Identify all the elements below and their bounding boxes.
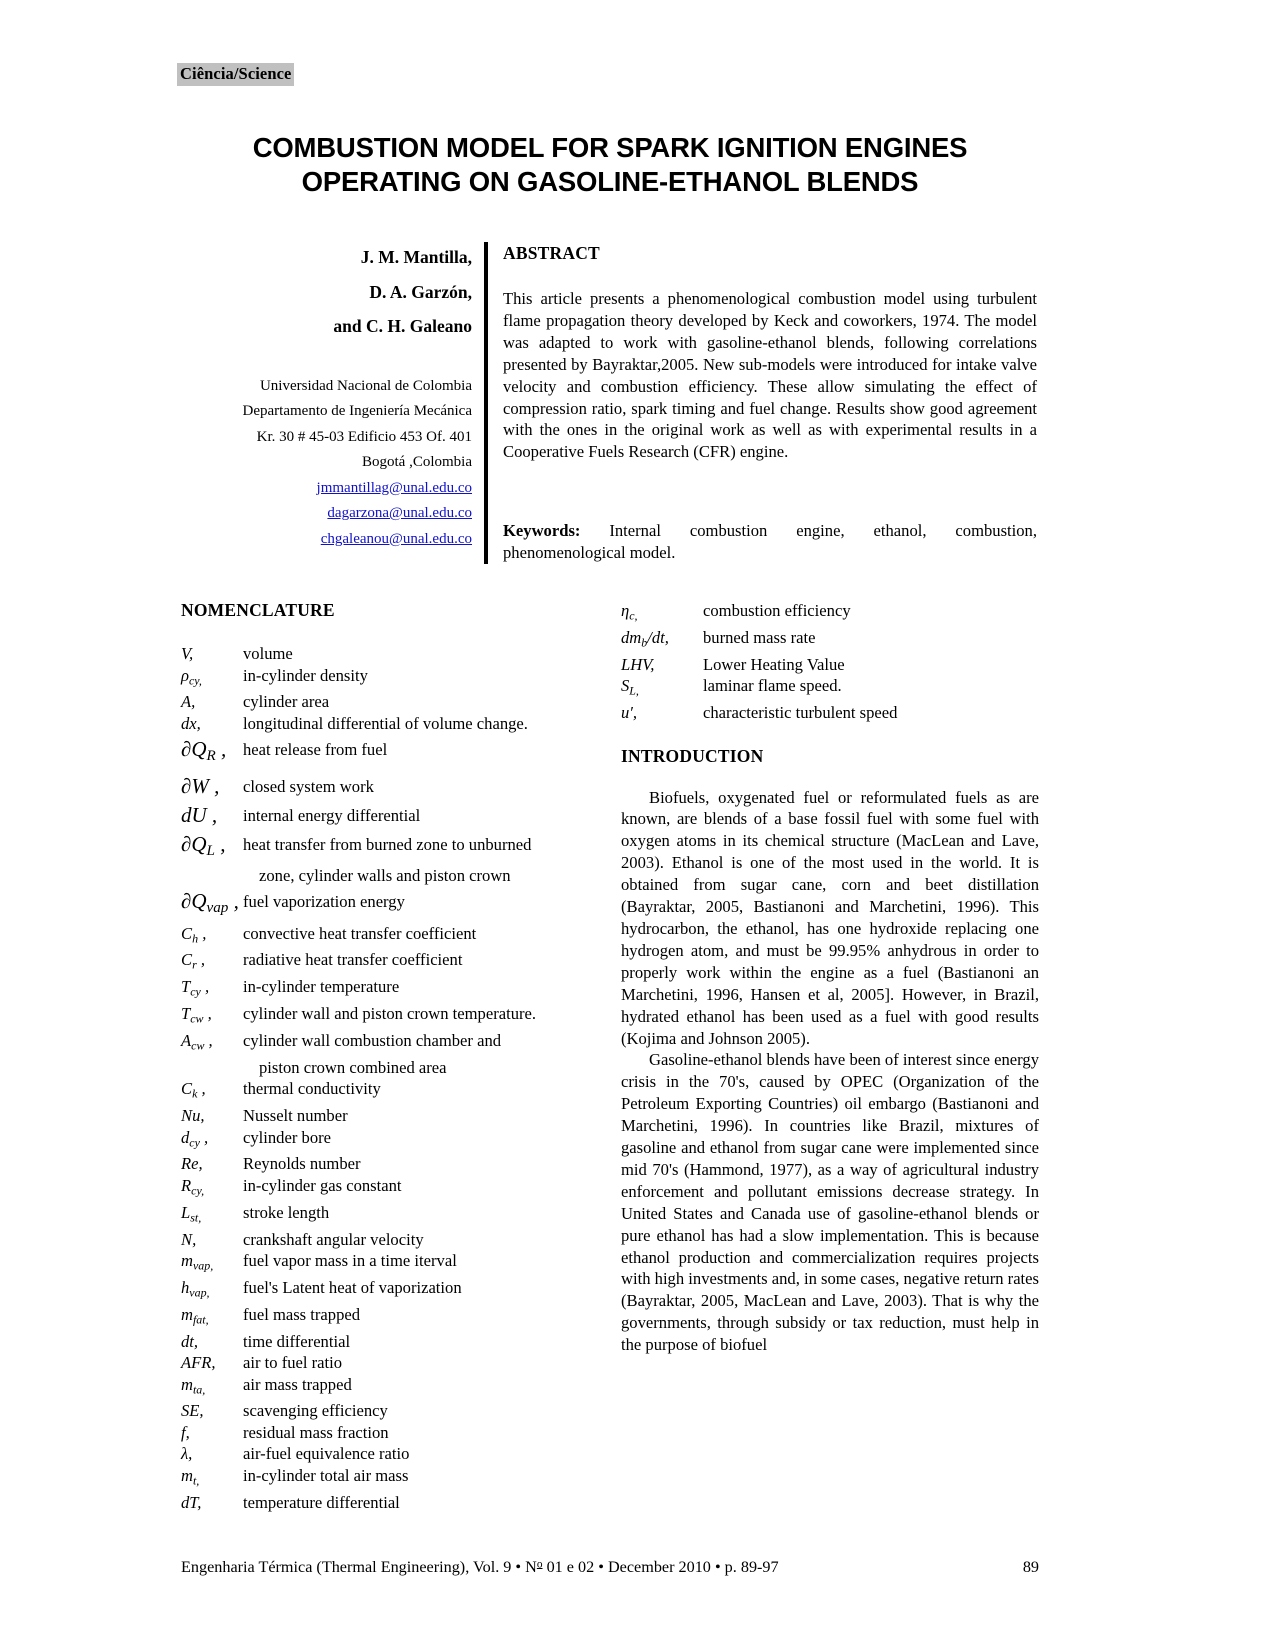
nomenclature-row [181, 1250, 593, 1277]
nomenclature-row [181, 1202, 593, 1229]
nomenclature-row [181, 1304, 593, 1331]
nomenclature-symbol: N, [181, 1229, 197, 1249]
nomenclature-row [181, 949, 593, 976]
affiliation-block [200, 374, 472, 553]
keywords-text: Internal combustion engine, ethanol, combustion, phenomenological model. [503, 521, 1037, 562]
nomenclature-definition: stroke length [243, 1202, 330, 1222]
nomenclature-symbol-subscript: h [192, 930, 199, 945]
nomenclature-definition: air mass trapped [243, 1374, 352, 1394]
nomenclature-symbol: $T_{cw}$ , [181, 1004, 212, 1026]
journal-ordinal-indicator: o [536, 1558, 543, 1571]
nomenclature-definition: heat transfer from burned zone to unburned [243, 834, 532, 854]
nomenclature-symbol: $m_{t,}$ [181, 1465, 200, 1488]
nomenclature-row [181, 713, 593, 735]
nomenclature-definition: cylinder wall combustion chamber and [243, 1030, 502, 1050]
introduction-paragraph: Gasoline-ethanol blends have been of interest since energy crisis in the 70's, caused by OPEC (Organization of the Petroleum Exporting Countries) oil embargo (Bastianoni and Marchetini, 1996). In countries like Brazil, mixtures of gasoline and ethanol from sugar cane were implemented since mid 70's (Hammond, 1977), as a way of agricultural industry enforcement and pollutant emissions decrease strategy. In United States and Canada use of gasoline-ethanol blends or pure ethanol has had a slow implementation. This is because ethanol production and commercialization requires projects with high investments and, in some cases, negative return rates (Bayraktar, 2005, MacLean and Lave, 2003). That is why the governments, through subsidy or tax reduction, must help in the purpose of biofuel [621, 1050, 1039, 1355]
nomenclature-row [181, 1153, 593, 1175]
nomenclature-symbol: V, [181, 644, 194, 663]
nomenclature-row [181, 802, 593, 829]
nomenclature-definition: radiative heat transfer coefficient [243, 950, 463, 970]
nomenclature-definition: in-cylinder total air mass [243, 1465, 409, 1485]
nomenclature-definition: in-cylinder density [243, 665, 368, 685]
nomenclature-definition: internal energy differential [243, 805, 421, 825]
page-footer [181, 1558, 1039, 1577]
nomenclature-row [621, 702, 1039, 724]
nomenclature-definition: Nusselt number [243, 1106, 348, 1126]
title-line-1: COMBUSTION MODEL FOR SPARK IGNITION ENGINES [252, 132, 968, 163]
nomenclature-symbol: LHV, [621, 654, 655, 674]
nomenclature-row [181, 691, 593, 713]
page-title [180, 131, 1040, 199]
nomenclature-definition-continuation: zone, cylinder walls and piston crown [259, 865, 511, 885]
nomenclature-symbol: $T_{cy}$ , [181, 977, 210, 999]
nomenclature-definition: characteristic turbulent speed [703, 703, 898, 723]
nomenclature-definition: air-fuel equivalence ratio [243, 1444, 410, 1464]
nomenclature-symbol-subscript: cy [190, 984, 201, 999]
nomenclature-symbol: $m_{vap,}$ [181, 1251, 214, 1273]
nomenclature-row [181, 736, 593, 770]
nomenclature-definition: volume [243, 644, 293, 663]
nomenclature-symbol-subscript: st, [190, 1210, 202, 1225]
left-column [181, 600, 593, 1513]
nomenclature-definition: fuel's Latent heat of vaporization [243, 1277, 462, 1297]
nomenclature-symbol: $R_{cy,}$ [181, 1175, 205, 1198]
nomenclature-symbol: $\partial Q_R$ , [181, 737, 227, 765]
nomenclature-definition: residual mass fraction [243, 1422, 389, 1442]
nomenclature-row [181, 888, 593, 922]
abstract-section [503, 243, 1037, 463]
introduction-heading: INTRODUCTION [621, 745, 764, 766]
nomenclature-symbol: dt, [181, 1331, 199, 1351]
keywords-block [503, 520, 1037, 564]
affiliation-line: Departamento de Ingeniería Mecánica [242, 403, 472, 419]
nomenclature-symbol: Nu, [181, 1106, 205, 1126]
nomenclature-symbol: dU , [181, 802, 218, 827]
page-number: 89 [1022, 1558, 1039, 1576]
nomenclature-symbol-subscript: cw [190, 1011, 204, 1026]
nomenclature-definition: cylinder bore [243, 1127, 332, 1147]
nomenclature-symbol: $S_{L,}$ [621, 676, 639, 698]
nomenclature-definition: fuel mass trapped [243, 1304, 361, 1324]
nomenclature-symbol-subscript: cy, [191, 1183, 205, 1198]
nomenclature-symbol: u′, [621, 703, 638, 723]
nomenclature-symbol: $C_r$ , [181, 950, 206, 972]
nomenclature-row [181, 1229, 593, 1251]
nomenclature-symbol: Re, [181, 1154, 203, 1174]
nomenclature-row [181, 1352, 593, 1374]
nomenclature-row [181, 1030, 593, 1057]
affiliation-line: Bogotá ,Colombia [362, 454, 472, 470]
nomenclature-symbol: SE, [181, 1401, 204, 1421]
nomenclature-symbol: $\partial Q_L$ , [181, 831, 226, 859]
nomenclature-row [181, 1331, 593, 1353]
affiliation-line: Universidad Nacional de Colombia [259, 377, 472, 394]
nomenclature-symbol: dx, [181, 713, 201, 733]
nomenclature-symbol-subscript: r [192, 957, 197, 972]
nomenclature-definition: in-cylinder gas constant [243, 1175, 402, 1195]
nomenclature-symbol-subscript: b [641, 635, 648, 650]
nomenclature-symbol-subscript: L, [629, 683, 639, 698]
nomenclature-symbol-subscript: cw [191, 1038, 205, 1053]
nomenclature-symbol-subscript: ta, [192, 1381, 206, 1396]
nomenclature-symbol-subscript: t, [192, 1473, 200, 1488]
nomenclature-row [181, 1175, 593, 1202]
nomenclature-symbol: A, [181, 692, 196, 712]
nomenclature-row [621, 675, 1039, 702]
nomenclature-symbol: $A_{cw}$ , [181, 1030, 213, 1053]
affiliation-line: Kr. 30 # 45-03 Edificio 453 Of. 401 [256, 428, 472, 445]
nomenclature-row [181, 643, 593, 665]
nomenclature-symbol-subscript: R [206, 748, 216, 765]
nomenclature-row [181, 1443, 593, 1465]
nomenclature-row [181, 773, 593, 800]
nomenclature-symbol: λ, [181, 1444, 193, 1464]
nomenclature-symbol-subscript: c, [629, 608, 638, 623]
nomenclature-symbol: $m_{fat,}$ [181, 1304, 209, 1327]
nomenclature-definition: laminar flame speed. [703, 676, 842, 696]
nomenclature-row [181, 1127, 593, 1154]
nomenclature-row [181, 1277, 593, 1304]
nomenclature-row [181, 1400, 593, 1422]
keywords-label: Keywords: [503, 521, 581, 540]
running-head: Ciência/Science [177, 63, 294, 86]
nomenclature-row [181, 976, 593, 1003]
nomenclature-definition: scavenging efficiency [243, 1401, 388, 1421]
nomenclature-definition: closed system work [243, 776, 374, 796]
nomenclature-symbol: ∂W , [181, 773, 220, 798]
nomenclature-definition: Reynolds number [243, 1154, 361, 1174]
abstract-body: This article presents a phenomenological combustion model using turbulent flame propagation theory developed by Keck and coworkers, 1974. The model was adapted to work with gasoline-ethanol blends, following correlations presented by Bayraktar,2005. New sub-models were introduced for intake valve velocity and combustion efficiency. These allow simulating the effect of compression ratio, spark timing and fuel change. Results show good agreement with the ones in the original work as well as with experimental results in a Cooperative Fuels Research (CFR) engine. [503, 289, 1037, 462]
nomenclature-row [181, 1078, 593, 1105]
nomenclature-definition: longitudinal differential of volume change. [243, 713, 528, 733]
nomenclature-row [181, 1422, 593, 1444]
nomenclature-symbol: $h_{vap,}$ [181, 1277, 210, 1300]
title-line-2: OPERATING ON GASOLINE-ETHANOL BLENDS [301, 166, 919, 197]
nomenclature-definition: cylinder wall and piston crown temperature. [243, 1004, 537, 1024]
nomenclature-symbol-subscript: vap, [192, 1258, 214, 1273]
nomenclature-symbol-subscript: vap, [189, 1285, 210, 1300]
nomenclature-symbol: $\partial Q_{vap}$ , [181, 889, 239, 917]
author-email-link[interactable]: jmmantillag@unal.edu.co [316, 479, 472, 496]
nomenclature-row [181, 1492, 593, 1514]
nomenclature-symbol-subscript: k [192, 1086, 198, 1101]
nomenclature-definition-continuation: piston crown combined area [259, 1057, 447, 1077]
nomenclature-symbol: $d_{cy}$ , [181, 1127, 209, 1149]
nomenclature-symbol: $\eta_{c,}$ [621, 601, 638, 623]
nomenclature-row [181, 1105, 593, 1127]
nomenclature-definition: time differential [243, 1331, 351, 1351]
nomenclature-list-right [621, 600, 1039, 724]
nomenclature-list-left [181, 643, 593, 1513]
nomenclature-definition: thermal conductivity [243, 1079, 381, 1099]
nomenclature-symbol: AFR, [181, 1353, 216, 1373]
nomenclature-definition: fuel vapor mass in a time iterval [243, 1251, 457, 1271]
nomenclature-symbol: f, [181, 1422, 190, 1442]
nomenclature-row [181, 831, 593, 865]
abstract-divider-rule [484, 242, 488, 564]
introduction-paragraph: Biofuels, oxygenated fuel or reformulated fuels as are known, are blends of a base fossil fuel with some fuel with oxygen atoms in its chemical structure (MacLean and Lave, 2003). Ethanol is one of the most used in the world. It is obtained from sugar cane, corn and beet distillation (Bayraktar, 2005, Bastianoni and Marchetini, 1996). This hydrocarbon, the ethanol, has one hydroxide replacing one hydrogen atom, and must be 99.95% anhydrous in order to properly work within the engine as a fuel (Bastianoni an Marchetini, 1996, Hansen et al, 2005]. However, in Brazil, hydrated ethanol has been used as a fuel with good results (Kojima and Johnson 2005). [621, 787, 1039, 1048]
nomenclature-row [621, 600, 1039, 627]
author-name: J. M. Mantilla, [360, 247, 472, 267]
journal-citation-part2: 01 e 02 • December 2010 • p. 89-97 [542, 1558, 779, 1576]
nomenclature-symbol: $\rho_{cy,}$ [181, 665, 202, 687]
journal-citation-part1: Engenharia Térmica (Thermal Engineering), Vol. 9 • N [181, 1558, 537, 1576]
nomenclature-definition: Lower Heating Value [703, 654, 845, 674]
nomenclature-row [621, 627, 1039, 654]
nomenclature-definition: cylinder area [243, 692, 330, 712]
nomenclature-symbol: $m_{ta,}$ [181, 1374, 206, 1396]
nomenclature-row [181, 1465, 593, 1492]
nomenclature-definition: fuel vaporization energy [243, 892, 405, 912]
nomenclature-definition: temperature differential [243, 1492, 400, 1512]
nomenclature-symbol: $C_h$ , [181, 923, 207, 945]
nomenclature-symbol: $dm_b/dt$, [621, 627, 669, 650]
nomenclature-symbol: dT, [181, 1492, 202, 1512]
nomenclature-symbol: $C_k$ , [181, 1079, 206, 1101]
nomenclature-symbol-subscript: cy [189, 1134, 200, 1149]
author-email-link[interactable]: dagarzona@unal.edu.co [327, 505, 472, 521]
nomenclature-definition: air to fuel ratio [243, 1353, 343, 1373]
nomenclature-definition: combustion efficiency [703, 601, 851, 620]
nomenclature-row [181, 1003, 593, 1030]
author-email-link[interactable]: chgaleanou@unal.edu.co [320, 530, 472, 547]
nomenclature-row [181, 1374, 593, 1401]
nomenclature-definition: convective heat transfer coefficient [243, 923, 477, 943]
nomenclature-symbol-subscript: cy, [188, 672, 202, 687]
nomenclature-row [621, 654, 1039, 676]
nomenclature-row [181, 665, 593, 692]
nomenclature-symbol-subscript: L [206, 842, 215, 859]
right-column [621, 600, 1039, 1356]
nomenclature-definition: in-cylinder temperature [243, 977, 400, 997]
journal-citation [181, 1558, 779, 1577]
abstract-heading: ABSTRACT [503, 243, 600, 263]
nomenclature-definition: burned mass rate [703, 627, 816, 647]
author-block [200, 240, 472, 552]
nomenclature-heading: NOMENCLATURE [181, 600, 335, 620]
nomenclature-definition: heat release from fuel [243, 740, 388, 760]
author-name: D. A. Garzón, [369, 281, 472, 302]
nomenclature-definition: crankshaft angular velocity [243, 1229, 424, 1249]
nomenclature-symbol-subscript: fat, [192, 1312, 209, 1327]
nomenclature-symbol-subscript: vap [206, 900, 229, 917]
nomenclature-row [181, 923, 593, 950]
author-name: and C. H. Galeano [333, 316, 472, 336]
column-spacer [621, 724, 1039, 746]
nomenclature-symbol: $L_{st,}$ [181, 1202, 202, 1225]
